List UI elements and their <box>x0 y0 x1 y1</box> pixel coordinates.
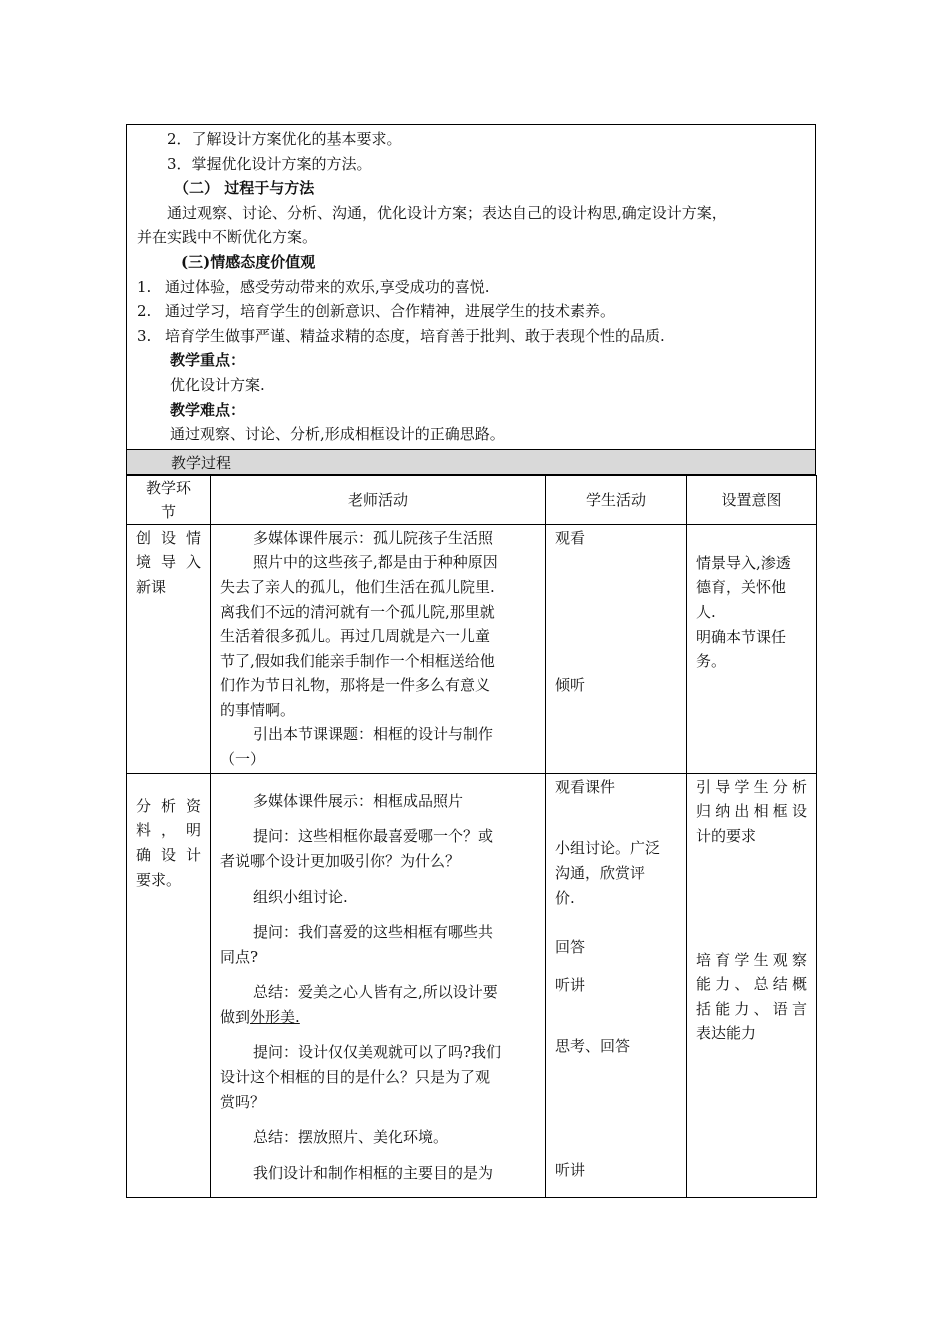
key-points-label: 教学重点： <box>170 351 246 370</box>
table-row <box>127 524 817 773</box>
process-method-line-2: 并在实践中不断优化方案。 <box>137 228 318 247</box>
values-item-1: 1. 通过体验，感受劳动带来的欢乐,享受成功的喜悦. <box>137 277 490 296</box>
header-teacher: 老师活动 <box>211 475 546 524</box>
objective-item-2: 2．了解设计方案优化的基本要求。 <box>167 130 402 148</box>
header-student: 学生活动 <box>546 475 687 524</box>
row1-intent: 情景导入,渗透 德育，关怀他 人. 明确本节课任 务。 <box>687 524 817 773</box>
values-item-2: 2. 通过学习，培育学生的创新意识、合作精神，进展学生的技术素养。 <box>137 302 616 321</box>
exterior-beauty-underlined: 外形美. <box>250 1007 300 1026</box>
objectives-section <box>126 124 816 449</box>
row2-student: 观看课件 小组讨论。广泛 沟通，欣赏评 价. 回答 听讲 思考、回答 听讲 <box>546 773 687 1197</box>
row1-teacher: 多媒体课件展示：孤儿院孩子生活照 照片中的这些孩子,都是由于种种原因 失去了亲人的孤儿，他们生活在孤儿院里. 离我们不远的清河就有一个孤儿院,那里就 生活着很多孤儿。再过几周就是六一儿童 节了,假如我们能亲手制作一个相框送给他 们作为节日礼物，那将是一件多么有意义 的事情啊。 引出本节课课题：相框的设计与制作 （一） <box>211 524 546 773</box>
values-item-3: 3. 培育学生做事严谨、精益求精的态度，培育善于批判、敢于表现个性的品质. <box>137 326 665 345</box>
values-heading: (三)情感态度价值观 <box>181 252 316 271</box>
table-row <box>127 773 817 1197</box>
key-points-text: 优化设计方案. <box>170 375 265 394</box>
header-intent: 设置意图 <box>687 475 817 524</box>
difficulty-text: 通过观察、讨论、分析,形成相框设计的正确思路。 <box>170 425 505 444</box>
row2-stage: 分析资 料，明 确设计 要求。 <box>127 773 211 1197</box>
difficulty-label: 教学难点： <box>170 400 246 419</box>
table-header-row <box>127 475 817 524</box>
lesson-plan-document <box>126 124 816 1198</box>
teaching-process-bar: 教学过程 <box>126 449 816 475</box>
objective-item-3: 3．掌握优化设计方案的方法。 <box>167 154 372 173</box>
header-stage: 教学环 节 <box>127 475 211 524</box>
teaching-process-table <box>126 475 817 1198</box>
row1-stage: 创设情 境导入 新课 <box>127 524 211 773</box>
row2-teacher: 多媒体课件展示：相框成品照片 提问：这些相框你最喜爱哪一个？或 者说哪个设计更加吸引你？为什么？ 组织小组讨论. 提问：我们喜爱的这些相框有哪些共 同点? 总结：爱美之心人皆有之,所以设计要 做到外形美. 提问：设计仅仅美观就可以了吗?我们 设计这个相框的目的是什么？只是为了观 赏吗？ 总结：摆放照片、美化环境。 我们设计和制作相框的主要目的是为 <box>211 773 546 1197</box>
process-method-line-1: 通过观察、讨论、分析、沟通，优化设计方案；表达自己的设计构思,确定设计方案， <box>167 203 727 222</box>
row1-student: 观看 倾听 <box>546 524 687 773</box>
row2-intent: 引导学生分析 归纳出相框设 计的要求 培育学生观察 能力、总结概 括能力、语言 表达能力 <box>687 773 817 1197</box>
process-method-heading: （二） 过程于与方法 <box>174 179 315 198</box>
